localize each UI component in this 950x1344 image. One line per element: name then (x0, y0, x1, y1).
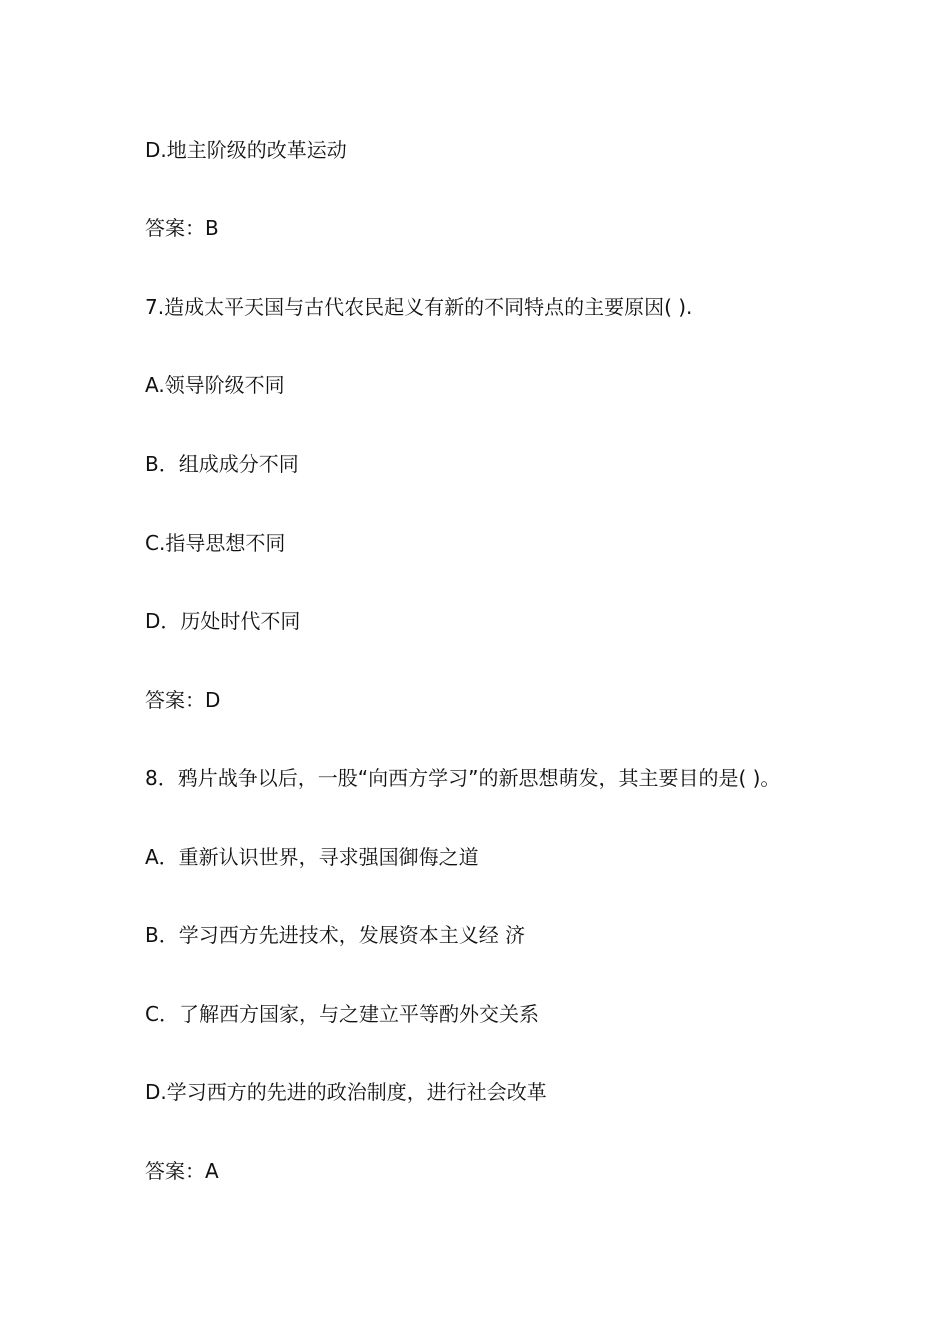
option-b-q8: B．学习西方先进技术，发展资本主义经 济 (145, 923, 526, 947)
option-c-q7: C.指导思想不同 (145, 531, 286, 555)
answer-q7: 答案：D (145, 688, 221, 712)
option-c-q8: C．了解西方国家，与之建立平等酌外交关系 (145, 1002, 539, 1026)
option-d-q8: D.学习西方的先进的政治制度，进行社会改革 (145, 1080, 547, 1104)
answer-q8: 答案：A (145, 1159, 219, 1183)
option-a-q7: A.领导阶级不同 (145, 373, 285, 397)
question-8: 8．鸦片战争以后，一股“向西方学习”的新思想萌发，其主要目的是( )。 (145, 766, 781, 790)
answer-q6: 答案：B (145, 216, 219, 240)
option-b-q7: B．组成成分不同 (145, 452, 299, 476)
option-d-q7: D．历处时代不同 (145, 609, 301, 633)
option-d-q6: D.地主阶级的改革运动 (145, 138, 347, 162)
question-7: 7.造成太平天国与古代农民起义有新的不同特点的主要原因( ). (145, 295, 693, 319)
option-a-q8: A．重新认识世界，寻求强国御侮之道 (145, 845, 479, 869)
